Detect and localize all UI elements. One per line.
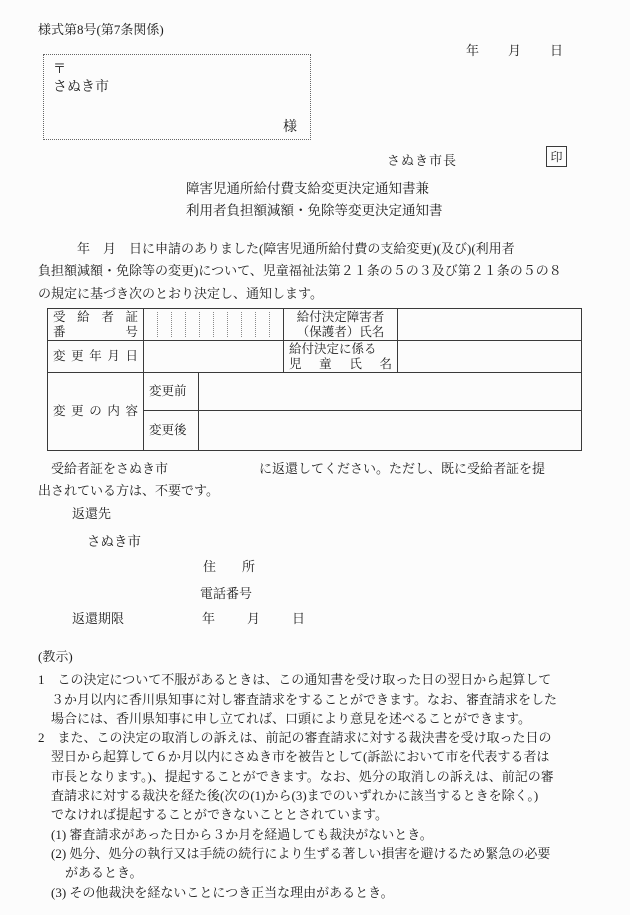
issue-date-day-label: 日: [550, 43, 564, 58]
grantee-name-label-cell: [284, 309, 398, 341]
postal-mark: 〒: [53, 61, 67, 76]
digit-box: [157, 312, 171, 337]
instructions-line: (2) 処分、処分の執行又は手続の続行により生ずる著しい損害を避けるため緊急の必要: [51, 845, 551, 861]
instructions-line: 翌日から起算して６か月以内にさぬき市を被告として(訴訟において市を代表する者は: [51, 749, 550, 765]
seal-box: [546, 146, 567, 167]
return-address-label: 住 所: [203, 559, 256, 574]
child-label-line1: 給付決定に係る: [289, 341, 377, 356]
child-label-line2: 児童氏名: [289, 356, 392, 371]
instructions-line: 2 また、この決定の取消しの訴えは、前記の審査請求に対する裁決書を受け取った日の: [38, 730, 552, 746]
instructions-line: (1) 審査請求があった日から３か月を経過しても裁決がないとき。: [51, 826, 433, 842]
intro-paragraph: [38, 238, 562, 305]
deadline-month-label: 月: [247, 611, 261, 626]
instructions-line: ３か月以内に香川県知事に対し審査請求をすることができます。なお、審査請求をした: [51, 691, 557, 707]
recipient-number-label-cell: [48, 309, 144, 341]
digit-box: [213, 312, 227, 337]
digit-box: [199, 312, 213, 337]
addressee-box: [43, 54, 311, 140]
return-note-line: 受給者証をさぬき市 に返還してください。ただし、既に受給者証を提: [38, 461, 546, 476]
return-deadline-date: [202, 608, 305, 627]
intro-line: 年 月 日に申請のありました(障害児通所給付費の支給変更)(及び)(利用者: [38, 241, 515, 256]
before-change-label: 変更前: [149, 384, 187, 398]
digit-box: [241, 312, 255, 337]
change-content-label: 変更の内容: [53, 404, 138, 418]
grantee-label-line1: 給付決定障害者: [296, 309, 385, 324]
digit-box: [255, 312, 269, 337]
instructions-section: [38, 647, 557, 902]
deadline-year-label: 年: [202, 611, 216, 626]
addressee-city: さぬき市: [53, 80, 109, 95]
digit-box: [269, 312, 283, 337]
digit-box: [185, 312, 199, 337]
intro-line: の規定に基づき次のとおり決定し、通知します。: [38, 285, 323, 301]
seal-character: 印: [550, 150, 563, 164]
recipient-number-label-line1: 受給者証: [53, 309, 138, 324]
form-number: 様式第8号(第7条関係): [38, 22, 164, 37]
change-content-label-cell: [48, 373, 144, 450]
recipient-number-digit-boxes: [144, 309, 284, 341]
recipient-number-label-line2: 番号: [53, 324, 138, 339]
addressee-honorific: 様: [283, 120, 297, 135]
child-name-value-cell: [398, 341, 581, 373]
digit-box: [144, 312, 157, 337]
return-note-line: 出されている方は、不要です。: [38, 483, 219, 499]
after-change-value-cell: [199, 411, 581, 450]
change-date-label-cell: [48, 341, 144, 373]
instructions-line: 場合には、香川県知事に申し立てれば、口頭により意見を述べることができます。: [51, 710, 531, 726]
change-date-value-cell: [144, 341, 284, 373]
document-title: [186, 178, 443, 222]
digit-box: [171, 312, 185, 337]
return-note: [38, 458, 545, 503]
before-change-value-cell: [199, 373, 581, 411]
intro-line: 負担額減額・免除等の変更)について、児童福祉法第２１条の５の３及び第２１条の５の８: [38, 263, 562, 279]
instructions-heading: (教示): [38, 649, 73, 664]
after-change-label-cell: [144, 411, 199, 450]
decision-table: [47, 308, 582, 451]
mayor-name: さぬき市長: [387, 153, 458, 168]
instructions-line: 査請求に対する裁決を経た後(次の(1)から(3)までのいずれかに該当するときを除く。): [51, 788, 539, 804]
return-city: さぬき市: [87, 534, 141, 549]
document-title-line1: 障害児通所給付費支給変更決定通知書兼: [186, 181, 429, 196]
grantee-name-value-cell: [398, 309, 581, 341]
instructions-line: があるとき。: [65, 865, 143, 881]
issue-date-month-label: 月: [508, 43, 522, 58]
after-change-label: 変更後: [149, 423, 187, 437]
child-name-label-cell: [284, 341, 398, 373]
instructions-line: (3) その他裁決を経ないことにつき正当な理由があるとき。: [51, 884, 394, 900]
change-date-label: 変更年月日: [53, 349, 138, 363]
return-phone-label: 電話番号: [200, 586, 253, 601]
document-title-line2: 利用者負担額減額・免除等変更決定通知書: [186, 203, 443, 218]
return-deadline-label: 返還期限: [72, 611, 125, 626]
issue-date-year-label: 年: [466, 43, 480, 58]
digit-box: [227, 312, 241, 337]
grantee-label-line2: （保護者）氏名: [296, 324, 385, 339]
deadline-day-label: 日: [292, 611, 306, 626]
return-to-label: 返還先: [72, 506, 112, 521]
instructions-line: 1 この決定について不服があるときは、この通知書を受け取った日の翌日から起算して: [38, 672, 552, 688]
before-change-label-cell: [144, 373, 199, 411]
instructions-line: でなければ提起することができないこととされています。: [51, 807, 388, 823]
instructions-line: 市長となります。)、提起することができます。なお、処分の取消しの訴えは、前記の審: [51, 768, 554, 784]
issue-date-line: [466, 40, 563, 59]
